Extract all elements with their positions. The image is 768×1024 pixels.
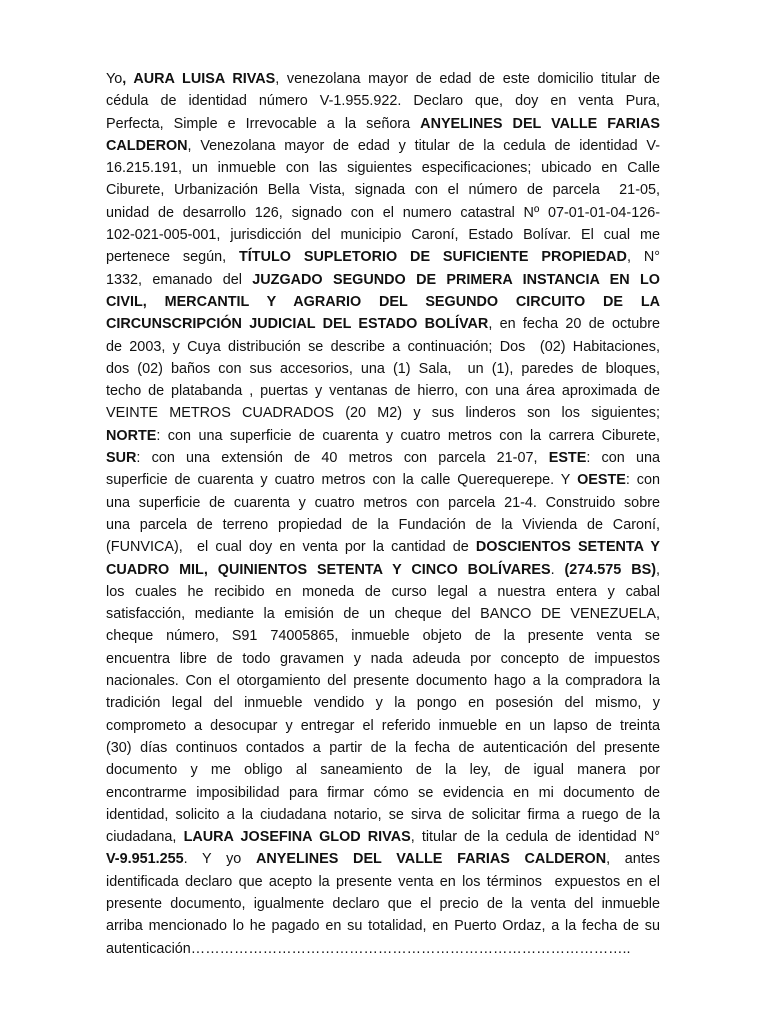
text-line: [106, 202, 660, 224]
text-line: [106, 581, 660, 603]
text-run: , venezolana mayor de edad de este domicilio titular de: [275, 71, 660, 87]
text-run: Ciburete, Urbanización Bella Vista, signada con el número de parcela 21-05,: [106, 182, 660, 199]
text-line: [106, 336, 660, 358]
text-line: [106, 625, 660, 647]
bold-text: , AURA LUISA RIVAS: [122, 71, 276, 87]
text-line: [106, 492, 660, 514]
text-run: tradición legal del inmueble vendido y la pongo en posesión del mismo, y: [106, 695, 660, 712]
bold-text: SUR: [106, 450, 137, 467]
bold-text: V-9.951.255: [106, 851, 184, 868]
text-line: [106, 782, 660, 804]
text-line: [106, 759, 660, 781]
bold-text: CUADRO MIL, QUINIENTOS SETENTA Y CINCO BOLÍVARES: [106, 561, 551, 578]
text-line: [106, 893, 660, 915]
bold-text: JUZGADO SEGUNDO DE PRIMERA INSTANCIA EN LO: [252, 271, 660, 288]
text-run: una superficie de cuarenta y cuatro metros con parcela 21-4. Construido sobre: [106, 494, 660, 511]
text-line: [106, 514, 660, 536]
text-line: [106, 603, 660, 625]
bold-text: ANYELINES DEL VALLE FARIAS CALDERON: [256, 851, 607, 868]
text-run: identidad, solicito a la ciudadana notario, se sirva de solicitar firma a ruego de la: [106, 806, 660, 823]
text-run: techo de platabanda , puertas y ventanas de hierro, con una área aproximada de: [106, 383, 660, 400]
text-run: , antes: [606, 851, 660, 868]
text-run: encontrarme imposibilidad para firmar cómo se evidencia en mi documento de: [106, 784, 660, 801]
text-line: [106, 269, 660, 291]
bold-text: NORTE: [106, 427, 157, 444]
text-line: [106, 938, 660, 960]
text-line: [106, 246, 660, 268]
text-line: [106, 804, 660, 826]
text-run: identificada declaro que acepto la presente venta en los términos expuestos en el: [106, 873, 660, 890]
bold-text: CIVIL, MERCANTIL Y AGRARIO DEL SEGUNDO CIRCUITO DE LA: [106, 293, 660, 310]
text-line: [106, 469, 660, 491]
bold-text: ESTE: [548, 450, 587, 467]
bold-text: (274.575 BS): [564, 561, 657, 578]
bold-text: DOSCIENTOS SETENTA Y: [475, 539, 661, 556]
text-line: [106, 224, 660, 246]
text-run: VEINTE METROS CUADRADOS (20 M2) y sus linderos son los siguientes;: [106, 405, 660, 422]
text-run: ,: [656, 561, 661, 578]
text-run: cédula de identidad número V-1.955.922. Declaro que, doy en venta Pura,: [106, 93, 660, 110]
text-line: [106, 135, 660, 157]
text-run: : con una superficie de cuarenta y cuatro metros con la carrera Ciburete,: [156, 427, 660, 444]
bold-text: CIRCUNSCRIPCIÓN JUDICIAL DEL ESTADO BOLÍVAR: [106, 316, 489, 333]
text-run: .: [550, 561, 565, 578]
text-line: [106, 425, 660, 447]
text-line: [106, 715, 660, 737]
text-run: (30) días continuos contados a partir de la fecha de autenticación del presente: [106, 739, 660, 756]
text-line: [106, 536, 660, 558]
text-line: [106, 68, 660, 90]
text-line: [106, 871, 660, 893]
text-run: arriba mencionado lo he pagado en su totalidad, en Puerto Ordaz, a la fecha de su: [106, 918, 660, 935]
text-line: [106, 113, 660, 135]
text-run: : con: [625, 472, 660, 489]
bold-text: TÍTULO SUPLETORIO DE SUFICIENTE PROPIEDAD: [239, 249, 627, 266]
text-run: una parcela de terreno propiedad de la Fundación de la Vivienda de Caroní,: [106, 516, 660, 533]
text-line: [106, 313, 660, 335]
text-run: autenticación………………………………………………………………………………..: [106, 940, 631, 957]
text-line: [106, 559, 660, 581]
text-line: [106, 402, 660, 424]
text-run: , Venezolana mayor de edad y titular de la cedula de identidad V-: [187, 137, 660, 154]
text-run: , titular de la cedula de identidad N°: [410, 829, 661, 846]
bold-text: OESTE: [577, 472, 626, 489]
text-line: [106, 848, 660, 870]
text-line: [106, 90, 660, 112]
text-run: Perfecta, Simple e Irrevocable a la señora: [106, 115, 421, 132]
text-run: documento y me obligo al saneamiento de la ley, de igual manera por: [106, 762, 660, 779]
text-run: Yo: [106, 71, 123, 87]
text-run: , N°: [626, 249, 660, 266]
text-run: 1332, emanado del: [106, 271, 253, 288]
text-run: . Y yo: [183, 851, 256, 868]
text-run: presente documento, igualmente declaro que el precio de la venta del inmueble: [106, 895, 660, 912]
text-line: [106, 648, 660, 670]
text-run: pertenece según,: [106, 249, 240, 266]
document-body: [106, 68, 660, 960]
text-line: [106, 157, 660, 179]
text-run: satisfacción, mediante la emisión de un cheque del BANCO DE VENEZUELA,: [106, 606, 660, 623]
text-run: de 2003, y Cuya distribución se describe a continuación; Dos (02) Habitaciones,: [106, 338, 660, 355]
text-run: comprometo a desocupar y entregar el referido inmueble en un lapso de treinta: [106, 717, 660, 734]
bold-text: CALDERON: [106, 137, 188, 154]
text-line: [106, 915, 660, 937]
text-run: nacionales. Con el otorgamiento del presente documento hago a la compradora la: [106, 673, 660, 690]
text-line: [106, 447, 660, 469]
text-line: [106, 179, 660, 201]
text-run: encuentra libre de todo gravamen y nada adeuda por concepto de impuestos: [106, 650, 660, 667]
text-line: [106, 358, 660, 380]
text-line: [106, 670, 660, 692]
text-line: [106, 737, 660, 759]
bold-text: ANYELINES DEL VALLE FARIAS: [420, 115, 661, 132]
text-run: cheque número, S91 74005865, inmueble objeto de la presente venta se: [106, 628, 660, 645]
text-line: [106, 291, 660, 313]
text-run: ciudadana,: [106, 829, 184, 846]
text-run: : con una: [586, 450, 660, 467]
text-run: 102-021-005-001, jurisdicción del municipio Caroní, Estado Bolívar. El cual me: [106, 227, 660, 244]
text-run: : con una extensión de 40 metros con parcela 21-07,: [136, 450, 549, 467]
text-run: unidad de desarrollo 126, signado con el numero catastral Nº 07-01-01-04-126-: [106, 204, 660, 221]
text-line: [106, 380, 660, 402]
text-run: dos (02) baños con sus accesorios, una (1) Sala, un (1), paredes de bloques,: [106, 360, 660, 377]
text-run: , en fecha 20 de octubre: [488, 316, 661, 333]
text-run: superficie de cuarenta y cuatro metros con la calle Querequerepe. Y: [106, 472, 578, 489]
text-run: los cuales he recibido en moneda de curso legal a nuestra entera y cabal: [106, 583, 660, 600]
text-line: [106, 692, 660, 714]
text-line: [106, 826, 660, 848]
text-run: (FUNVICA), el cual doy en venta por la cantidad de: [106, 539, 476, 556]
text-run: 16.215.191, un inmueble con las siguientes especificaciones; ubicado en Calle: [106, 160, 660, 177]
bold-text: LAURA JOSEFINA GLOD RIVAS: [183, 829, 411, 846]
